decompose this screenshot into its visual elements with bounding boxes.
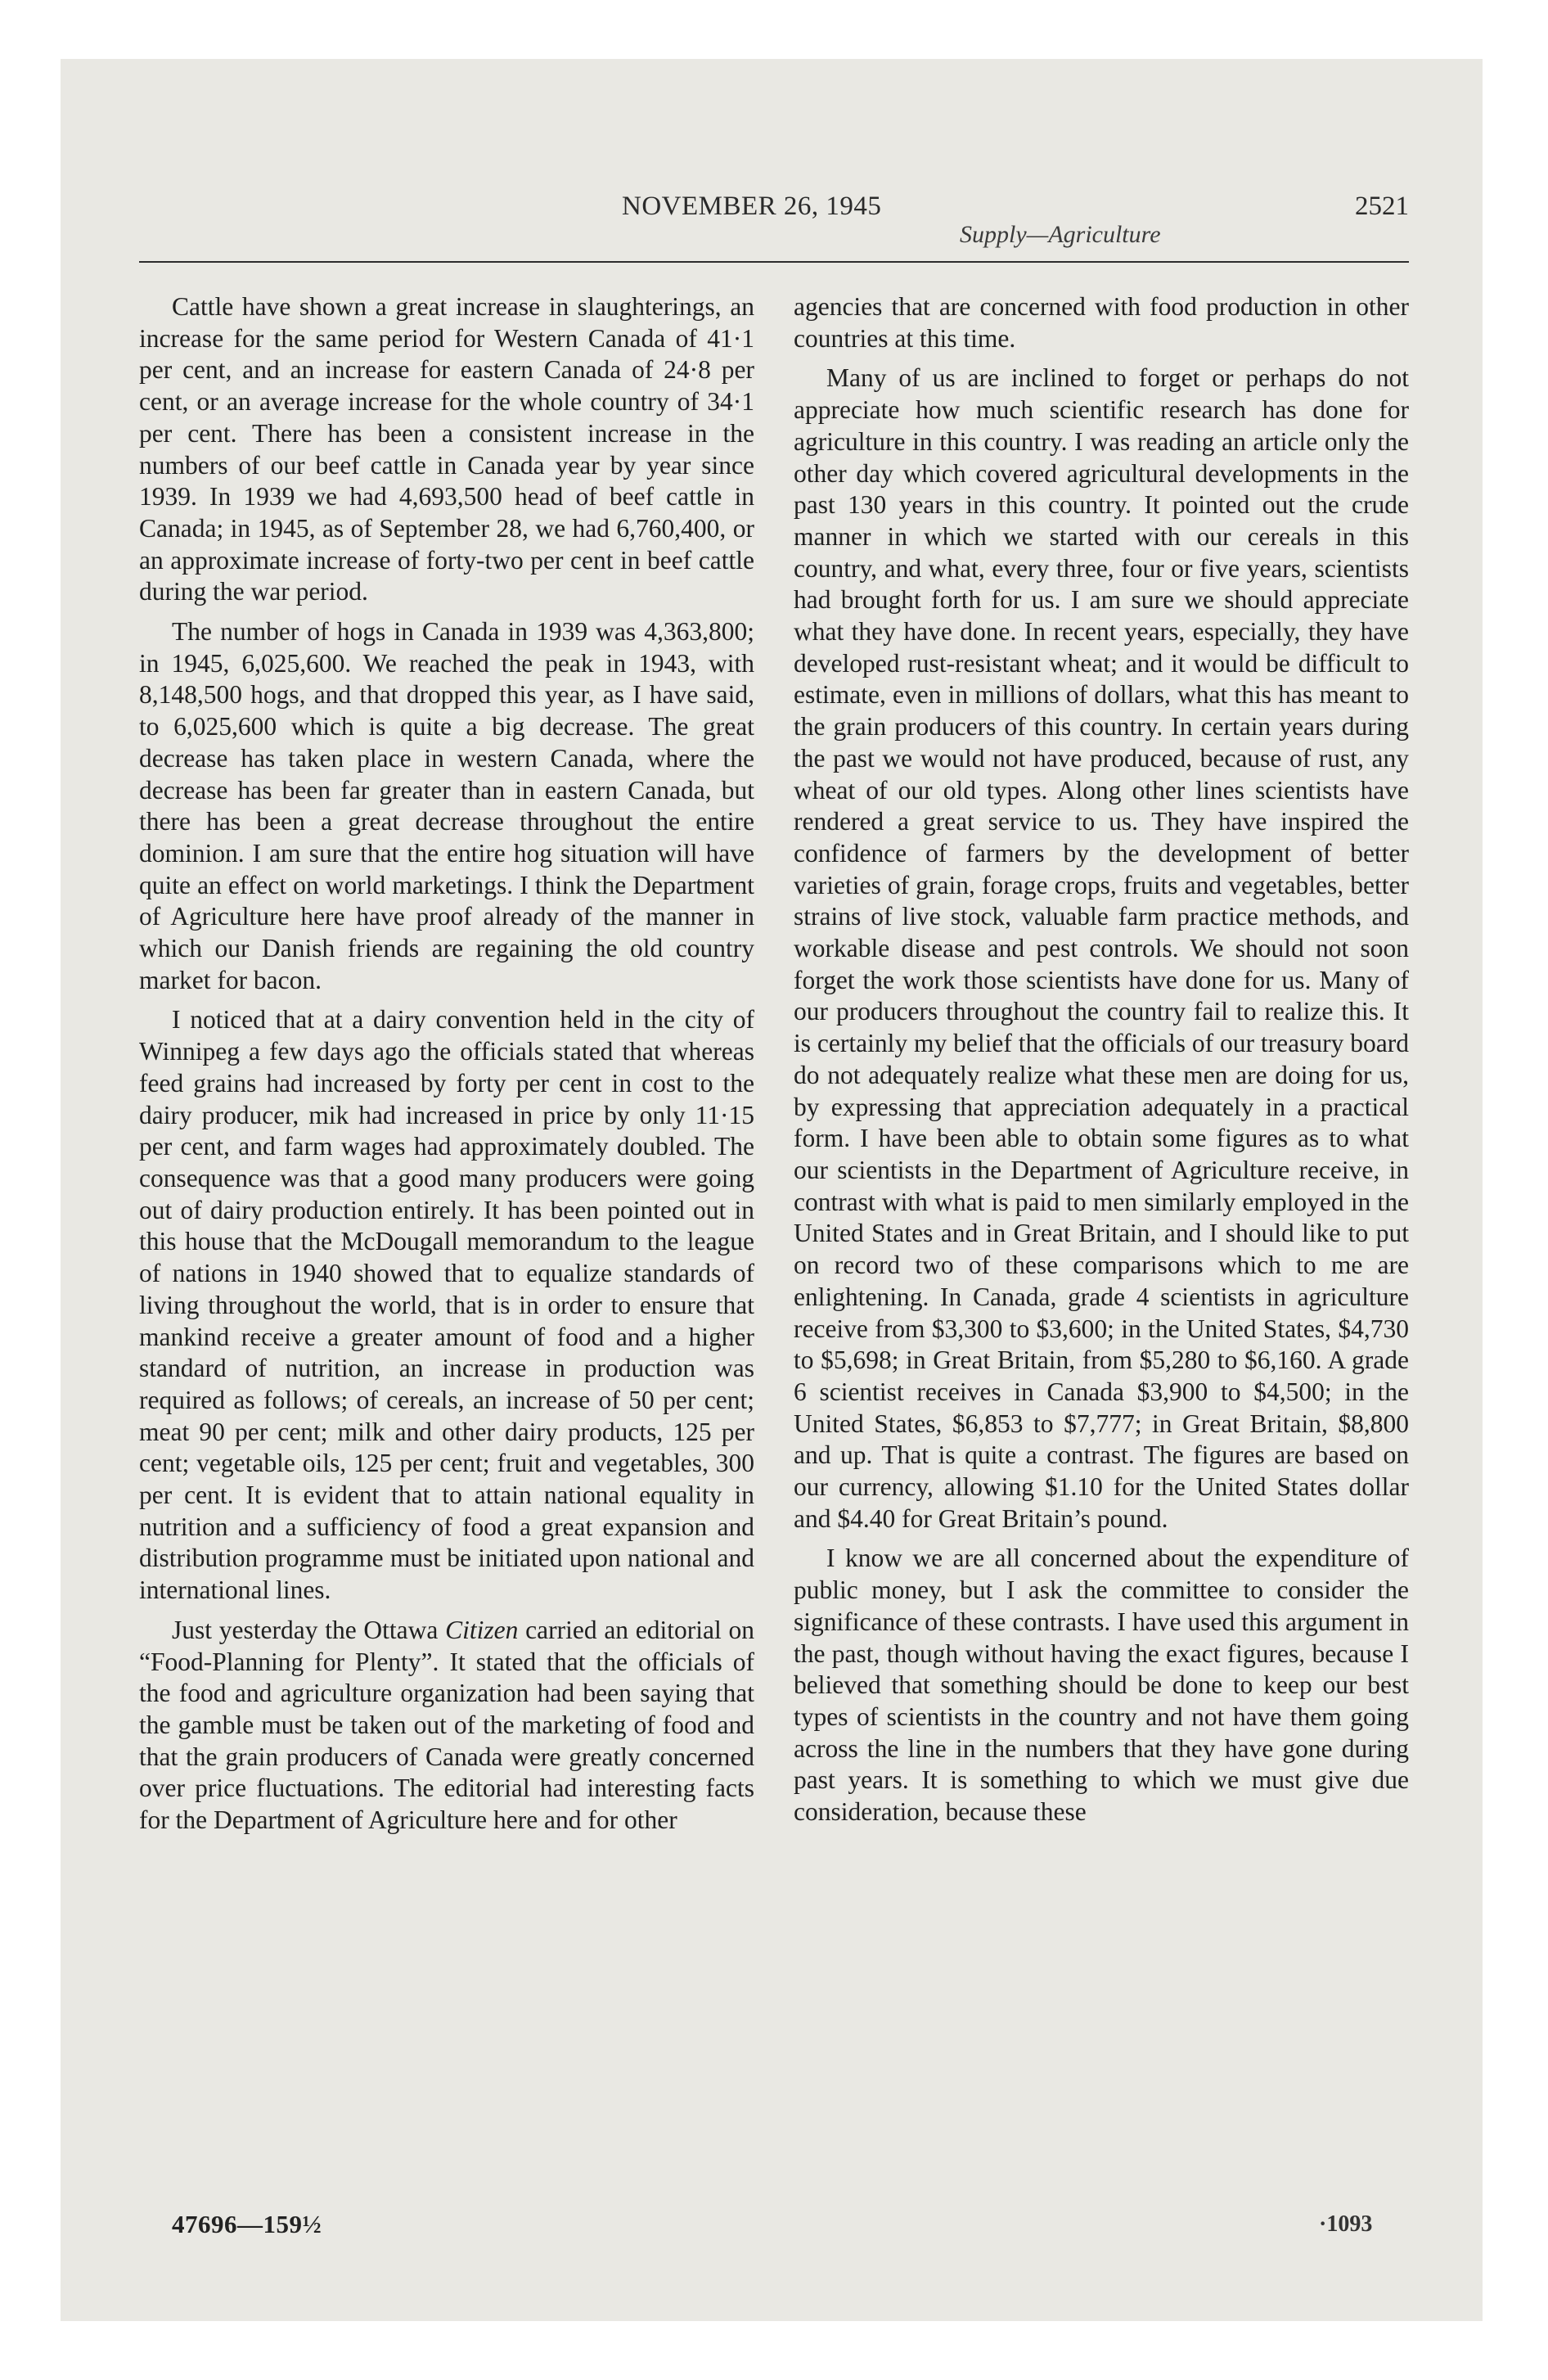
paragraph-continued: agencies that are concerned with food production in other countries at this time.: [794, 292, 1409, 353]
newspaper-name: Citizen: [445, 1615, 519, 1644]
paragraph-citizen-editorial: [139, 1615, 754, 1837]
left-column: [139, 291, 754, 1837]
page-header: [139, 126, 1409, 263]
paragraph-hogs: The number of hogs in Canada in 1939 was 4,363,800; in 1945, 6,025,600. We reached the peak in 1943, with 8,148,500 hogs, and that dropped this year, as I have said, to 6,025,600 which is quite a big decrease. The great decrease has taken place in western Canada, where the decrease has been far greater than in eastern Canada, but there has been a great decrease throughout the entire dominion. I am sure that the entire hog situation will have quite an effect on world marketings. I think the Department of Agriculture here have proof already of the manner in which our Danish friends are regaining the old country market for bacon.: [139, 617, 754, 994]
paragraph-dairy: I noticed that at a dairy convention held in the city of Winnipeg a few days ago the officials stated that whereas feed grains had increased by forty per cent in cost to the dairy producer, mik had increased in price by only 11·15 per cent, and farm wages had approximately doubled. The consequence was that a good many producers were going out of dairy production entirely. It has been pointed out in this house that the McDougall memorandum to the league of nations in 1940 showed that to equalize standards of living throughout the world, that is in order to ensure that mankind receive a greater amount of food and a higher standard of nutrition, an increase in production was required as follows; of cereals, an increase of 50 per cent; meat 90 per cent; milk and other dairy products, 125 per cent; vegetable oils, 125 per cent; fruit and vegetables, 300 per cent. It is evident that to attain national equality in nutrition and a sufficiency of food a great expansion and distribution programme must be initiated upon national and international lines.: [139, 1005, 754, 1605]
page-number: 2521: [1355, 192, 1409, 221]
header-date: NOVEMBER 26, 1945: [622, 192, 882, 221]
paragraph-public-money: I know we are all concerned about the expenditure of public money, but I ask the committee to consider the significance of these contrasts. I have used this argument in the past, though without having the exact figures, because I believed that something should be done to keep our best types of scientists in the country and not have them going across the line in the numbers that they have gone during past years. It is something to which we must give due consideration, because these: [794, 1544, 1409, 1827]
right-column: [794, 291, 1409, 1828]
footer-mark: ·1093: [1319, 2211, 1373, 2237]
paragraph-scientific-research: Many of us are inclined to forget or perhaps do not appreciate how much scientific research has done for agriculture in this country. I was reading an article only the other day which covered agricultural developments in the past 130 years in this country. It pointed out the crude manner in which we started with our cereals in this country, and what, every three, four or five years, scientists had brought forth for us. I am sure we should appreciate what they have done. In recent years, especially, they have developed rust-resistant wheat; and it would be difficult to estimate, even in millions of dollars, what this has meant to the grain producers of this country. In certain years during the past we would not have produced, because of rust, any wheat of our old types. Along other lines scientists have rendered a great service to us. They have inspired the confidence of farmers by the development of better varieties of grain, forage crops, fruits and vegetables, better strains of live stock, valuable farm practice methods, and workable disease and pest controls. We should not soon forget the work those scientists have done for us. Many of our producers throughout the country fail to realize this. It is certainly my belief that the officials of our treasury board do not adequately realize what these men are doing for us, by expressing that appreciation adequately in a practical form. I have been able to obtain some figures as to what our scientists in the Department of Agriculture receive, in contrast with what is paid to men similarly employed in the United States and in Great Britain, and I should like to put on record two of these comparisons which to me are enlightening. In Canada, grade 4 scientists in agriculture receive from $3,300 to $3,600; in the United States, $4,730 to $5,698; in Great Britain, from $5,280 to $6,160. A grade 6 scientist receives in Canada $3,900 to $4,500; in the United States, $6,853 to $7,777; in Great Britain, $8,800 and up. That is quite a contrast. The figures are based on our currency, allowing $1.10 for the United States dollar and $4.40 for Great Britain’s pound.: [794, 363, 1409, 1533]
editorial-text-after: carried an editorial on “Food-Planning for Plenty”. It stated that the officials of the food and agriculture organization had been saying that the gamble must be taken out of the marketing of food and that the grain producers of Canada were greatly concerned over price fluctuations. The editorial had interesting facts for the Department of Agriculture here and for other: [139, 1615, 754, 1835]
paragraph-cattle: Cattle have shown a great increase in slaughterings, an increase for the same period for Western Canada of 41·1 per cent, and an increase for eastern Canada of 24·8 per cent, or an average increase for the whole country of 34·1 per cent. There has been a consistent increase in the numbers of our beef cattle in Canada year by year since 1939. In 1939 we had 4,693,500 head of beef cattle in Canada; in 1945, as of September 28, we had 6,760,400, or an approximate increase of forty-two per cent in beef cattle during the war period.: [139, 292, 754, 606]
editorial-text-before: Just yesterday the Ottawa: [172, 1615, 446, 1644]
print-code: 47696—159½: [172, 2210, 322, 2238]
header-section-title: Supply—Agriculture: [960, 221, 1161, 248]
